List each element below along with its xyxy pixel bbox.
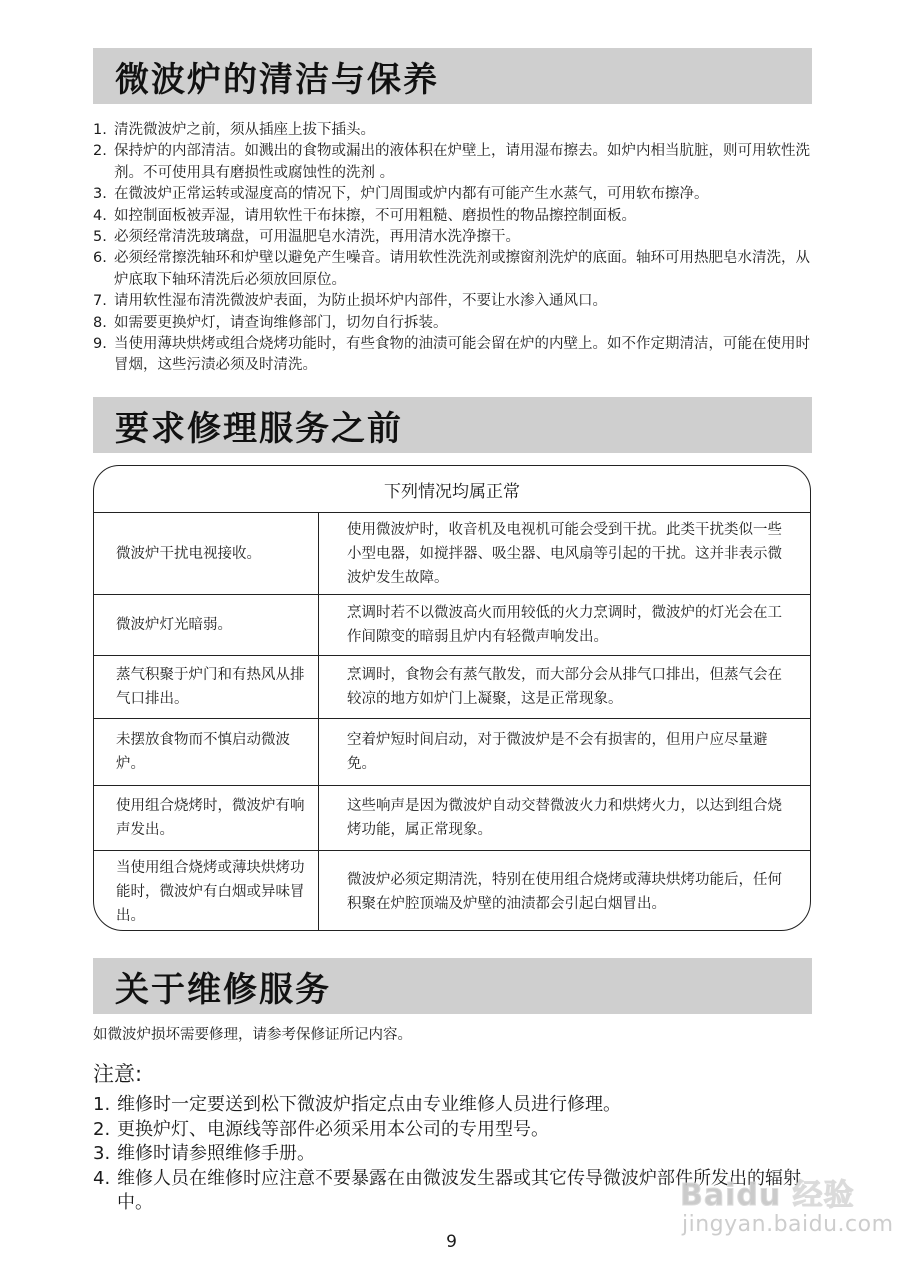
list-item	[93, 1118, 823, 1143]
item-text: 必须经常擦洗轴环和炉壁以避免产生噪音。请用软性洗洗剂或擦窗剂洗炉的底面。轴环可用热肥皂水清洗，从炉底取下轴环清洗后必须放回原位。	[114, 250, 810, 288]
list-item	[93, 291, 823, 312]
situation-cell: 当使用组合烧烤或薄块烘烤功能时，微波炉有白烟或异味冒出。	[94, 851, 319, 931]
section-title-repair-service: 关于维修服务	[115, 969, 331, 1010]
page-number: 9	[446, 1232, 457, 1252]
section-header-repair-service	[93, 958, 812, 1014]
item-number: 6.	[93, 250, 107, 267]
list-item	[93, 1093, 823, 1118]
note-title: 注意:	[93, 1062, 143, 1086]
table-row	[94, 595, 810, 656]
item-number: 3.	[93, 1143, 111, 1165]
explanation-cell: 烹调时，食物会有蒸气散发，而大部分会从排气口排出，但蒸气会在较凉的地方如炉门上凝聚，这是正常现象。	[347, 667, 782, 707]
explanation-cell: 这些响声是因为微波炉自动交替微波火力和烘烤火力，以达到组合烧烤功能，属正常现象。	[347, 798, 782, 838]
item-text: 维修人员在维修时应注意不要暴露在由微波发生器或其它传导微波炉部件所发出的辐射中。	[117, 1167, 801, 1214]
item-number: 2.	[93, 143, 107, 160]
item-text: 维修时一定要送到松下微波炉指定点由专业维修人员进行修理。	[117, 1094, 621, 1115]
section-title-cleaning: 微波炉的清洁与保养	[115, 59, 439, 100]
item-number: 1.	[93, 1094, 111, 1115]
list-item	[93, 313, 823, 334]
item-text: 在微波炉正常运转或湿度高的情况下，炉门周围或炉内都有可能产生水蒸气，可用软布擦净。	[114, 186, 709, 203]
list-item	[93, 248, 823, 291]
explanation-cell: 微波炉必须定期清洗，特别在使用组合烧烤或薄块烘烤功能后，任何积聚在炉腔顶端及炉壁的油渍都会引起白烟冒出。	[347, 872, 782, 912]
item-text: 更换炉灯、电源线等部件必须采用本公司的专用型号。	[117, 1118, 549, 1140]
list-item	[93, 334, 823, 377]
item-text: 清洗微波炉之前，须从插座上拔下插头。	[114, 122, 375, 138]
explanation-cell: 使用微波炉时，收音机及电视机可能会受到干扰。此类干扰类似一些小型电器，如搅拌器、吸尘器、电风扇等引起的干扰。这并非表示微波炉发生故障。	[347, 521, 782, 586]
item-text: 请用软性湿布清洗微波炉表面，为防止损坏炉内部件，不要让水渗入通风口。	[114, 293, 607, 310]
list-item	[93, 120, 823, 141]
situation-cell: 微波炉干扰电视接收。	[94, 513, 319, 594]
item-text: 如需要更换炉灯，请查询维修部门，切勿自行拆装。	[114, 314, 448, 331]
section-header-before-service	[93, 397, 812, 453]
explanation-cell: 空着炉短时间启动，对于微波炉是不会有损害的，但用户应尽量避免。	[347, 732, 768, 772]
cleaning-list	[93, 120, 823, 377]
item-number: 1.	[93, 122, 107, 138]
list-item	[93, 206, 823, 227]
repair-intro: 如微波炉损坏需要修理，请参考保修证所记内容。	[93, 1027, 412, 1043]
item-number: 5.	[93, 229, 107, 246]
table-title: 下列情况均属正常	[94, 466, 810, 513]
item-number: 4.	[93, 1167, 111, 1189]
table-row	[94, 719, 810, 786]
item-number: 3.	[93, 186, 107, 203]
item-number: 2.	[93, 1118, 111, 1140]
item-text: 维修时请参照维修手册。	[117, 1143, 315, 1165]
situation-cell: 微波炉灯光暗弱。	[94, 595, 319, 655]
explanation-cell: 烹调时若不以微波高火而用较低的火力烹调时，微波炉的灯光会在工作间隙变的暗弱且炉内有轻微声响发出。	[347, 605, 782, 645]
situation-cell: 未摆放食物而不慎启动微波炉。	[94, 719, 319, 785]
table-row	[94, 656, 810, 719]
item-text: 保持炉的内部清洁。如溅出的食物或漏出的液体积在炉壁上，请用湿布擦去。如炉内相当肮脏，则可用软性洗剂。不可使用具有磨损性或腐蚀性的洗剂 。	[114, 143, 810, 181]
section-header-cleaning	[93, 48, 812, 104]
item-text: 如控制面板被弄湿，请用软性干布抹擦，不可用粗糙、磨损性的物品擦控制面板。	[114, 207, 636, 224]
situation-cell: 蒸气积聚于炉门和有热风从排气口排出。	[94, 656, 319, 718]
list-item	[93, 1142, 823, 1167]
normal-conditions-table	[93, 465, 811, 931]
table-row	[94, 786, 810, 851]
list-item	[93, 141, 823, 184]
list-item	[93, 227, 823, 248]
table-row	[94, 513, 810, 595]
item-number: 7.	[93, 293, 107, 310]
item-text: 当使用薄块烘烤或组合烧烤功能时，有些食物的油渍可能会留在炉的内壁上。如不作定期清洁，可能在使用时冒烟，这些污渍必须及时清洗。	[114, 336, 810, 374]
watermark-logo: Baidu 经验	[680, 1178, 855, 1213]
item-number: 9.	[93, 336, 107, 353]
watermark-url: jingyan.baidu.com	[682, 1212, 894, 1237]
table-row	[94, 851, 810, 931]
item-text: 必须经常清洗玻璃盘，可用温肥皂水清洗，再用清水洗净擦干。	[114, 229, 520, 246]
situation-cell: 使用组合烧烤时，微波炉有响声发出。	[94, 786, 319, 850]
item-number: 4.	[93, 207, 107, 224]
item-number: 8.	[93, 314, 107, 331]
list-item	[93, 184, 823, 205]
section-title-before-service: 要求修理服务之前	[115, 408, 403, 449]
